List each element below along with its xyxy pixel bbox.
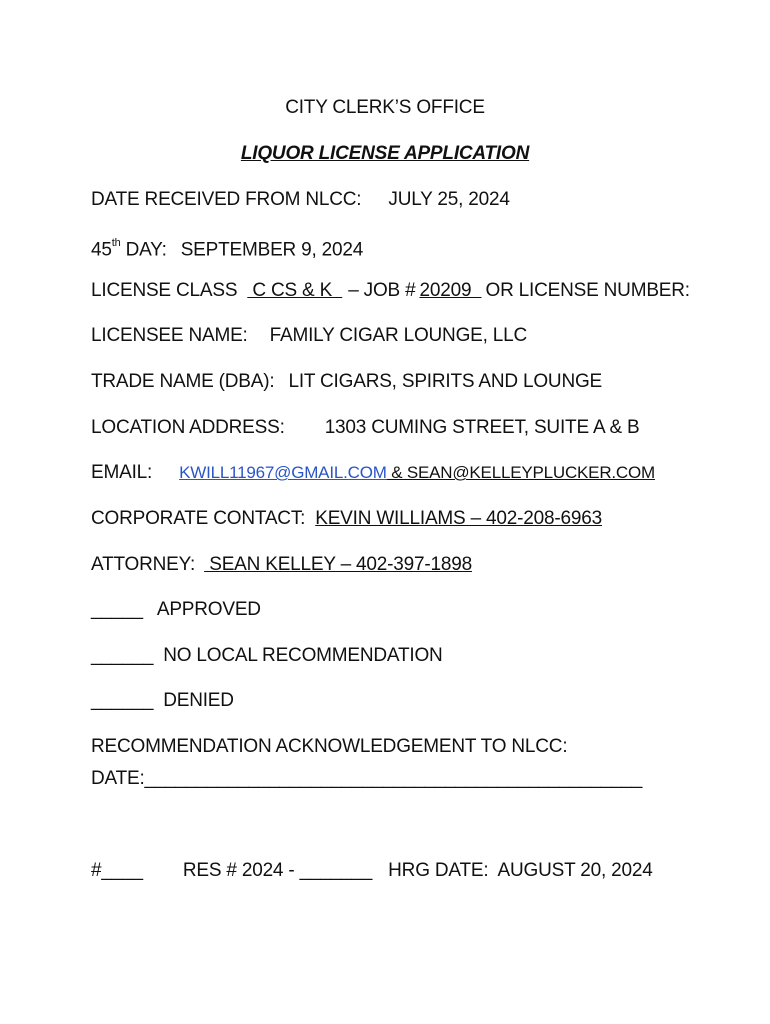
day45-value: SEPTEMBER 9, 2024 <box>180 239 364 261</box>
email-link-primary[interactable]: KWILL11967@GMAIL.COM <box>179 463 387 482</box>
email-label: EMAIL: <box>91 462 153 483</box>
footer-number: #____ <box>91 860 143 881</box>
date-received-value: JULY 25, 2024 <box>388 189 510 210</box>
day45-sup: th <box>111 237 121 249</box>
date-received-label: DATE RECEIVED FROM NLCC: <box>91 189 362 210</box>
trade-label: TRADE NAME (DBA): <box>91 371 275 392</box>
footer-res: RES # 2024 - _______ <box>182 860 373 881</box>
office-heading: CITY CLERK’S OFFICE <box>285 97 485 118</box>
footer-hrg-date: HRG DATE: AUGUST 20, 2024 <box>388 860 653 881</box>
denied-blank: ______ <box>91 690 154 711</box>
approved-row <box>91 598 261 622</box>
email-secondary: & SEAN@KELLEYPLUCKER.COM <box>386 463 655 482</box>
location-label: LOCATION ADDRESS: <box>91 417 285 438</box>
day45-prefix: 45 <box>91 239 112 261</box>
corporate-contact-row <box>91 507 602 531</box>
trade-value: LIT CIGARS, SPIRITS AND LOUNGE <box>288 371 603 392</box>
attorney-row <box>91 553 472 577</box>
license-class-row <box>91 279 690 303</box>
location-row <box>91 416 639 440</box>
day45-label: DAY: <box>120 239 167 261</box>
license-number-label: OR LICENSE NUMBER: <box>485 280 690 301</box>
no-local-label: NO LOCAL RECOMMENDATION <box>163 645 443 666</box>
approved-blank: _____ <box>91 599 143 620</box>
trade-name-row <box>91 370 602 394</box>
no-local-blank: ______ <box>91 645 154 666</box>
document-title: LIQUOR LICENSE APPLICATION <box>240 143 530 164</box>
job-value: 20209 <box>419 280 482 301</box>
acknowledgement-label: RECOMMENDATION ACKNOWLEDGEMENT TO NLCC: <box>91 736 568 757</box>
license-class-value: C CS & K <box>247 280 343 301</box>
denied-label: DENIED <box>163 690 234 711</box>
license-class-label: LICENSE CLASS <box>91 280 238 301</box>
contact-value: KEVIN WILLIAMS – 402-208-6963 <box>315 508 602 529</box>
denied-row <box>91 689 234 713</box>
attorney-label: ATTORNEY: <box>91 554 196 575</box>
date-received-row <box>91 188 510 212</box>
licensee-value: FAMILY CIGAR LOUNGE, LLC <box>269 325 528 346</box>
approved-label: APPROVED <box>156 599 261 620</box>
day45-row <box>91 233 363 262</box>
location-value: 1303 CUMING STREET, SUITE A & B <box>324 417 640 438</box>
email-row <box>91 461 655 485</box>
acknowledgement-date-line: DATE:________________________________________________ <box>91 768 643 789</box>
licensee-row <box>91 324 527 348</box>
licensee-label: LICENSEE NAME: <box>91 325 248 346</box>
job-label: – JOB # <box>348 280 416 301</box>
no-local-row <box>91 644 443 668</box>
footer-row <box>91 859 653 883</box>
attorney-value: SEAN KELLEY – 402-397-1898 <box>204 554 472 575</box>
contact-label: CORPORATE CONTACT: <box>91 508 306 529</box>
